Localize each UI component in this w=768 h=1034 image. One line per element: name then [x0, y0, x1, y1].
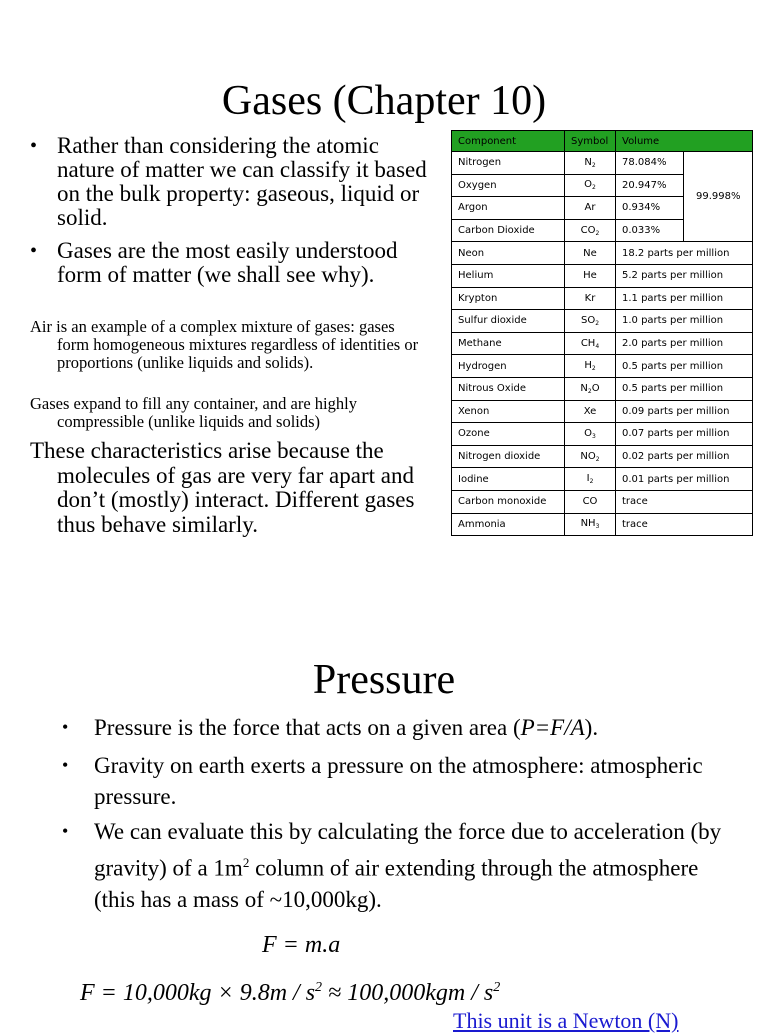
header-component: Component — [452, 131, 565, 152]
volume-cell: 0.934% — [616, 197, 684, 220]
table-header-row — [452, 131, 753, 152]
component-cell: Ammonia — [452, 513, 565, 536]
bullet-marker: • — [62, 821, 69, 841]
header-volume: Volume — [616, 131, 753, 152]
paragraph-air-mixture: Air is an example of a complex mixture of gases: gases form homogeneous mixtures regardless of identities or proportions (unlike liquids and solids). — [30, 317, 419, 372]
bullet-gravity — [62, 750, 722, 812]
component-cell: Oxygen — [452, 174, 565, 197]
equation-force-value: $F = 10,000kg \times 9.8m / s^2 \approx 100,000kgm / s^2$ — [80, 980, 501, 1006]
component-cell: Ozone — [452, 423, 565, 446]
symbol-cell: $CO_2$ — [565, 219, 616, 242]
component-cell: Neon — [452, 242, 565, 265]
symbol-cell: $H_2$ — [565, 355, 616, 378]
component-cell: Argon — [452, 197, 565, 220]
volume-cell: 20.947% — [616, 174, 684, 197]
component-cell: Hydrogen — [452, 355, 565, 378]
bullet-bulk-property — [30, 134, 430, 230]
equation-force: F = m.a — [262, 932, 341, 958]
table-row — [452, 152, 753, 175]
symbol-cell: Ne — [565, 242, 616, 265]
bullet-marker: • — [62, 755, 69, 775]
table-row — [452, 445, 753, 468]
component-cell: Iodine — [452, 468, 565, 491]
volume-cell: 1.1 parts per million — [616, 287, 753, 310]
page-title: Gases (Chapter 10) — [221, 78, 547, 124]
volume-cell: trace — [616, 490, 753, 513]
paragraph-gases-expand: Gases expand to fill any container, and are highly compressible (unlike liquids and solids) — [30, 394, 357, 431]
bullet-text: We can evaluate this by calculating the force due to acceleration (by gravity) of a $1m^2$ column of air extending through the atmosphere (this has a mass of ~10,000kg). — [94, 819, 722, 912]
bullet-easily-understood — [30, 239, 430, 287]
component-cell: Nitrous Oxide — [452, 377, 565, 400]
symbol-cell: Xe — [565, 400, 616, 423]
volume-cell: 0.02 parts per million — [616, 445, 753, 468]
air-composition-table — [451, 130, 753, 536]
newton-unit-note[interactable]: This unit is a Newton (N) — [453, 1008, 679, 1033]
component-cell: Carbon Dioxide — [452, 219, 565, 242]
volume-cell: 0.5 parts per million — [616, 377, 753, 400]
table-row — [452, 355, 753, 378]
component-cell: Helium — [452, 264, 565, 287]
symbol-cell: $NO_2$ — [565, 445, 616, 468]
bullet-force-evaluation — [62, 816, 722, 915]
pressure-formula: P=F/A — [520, 715, 585, 740]
table-row — [452, 332, 753, 355]
volume-cell: 18.2 parts per million — [616, 242, 753, 265]
volume-cell: trace — [616, 513, 753, 536]
component-cell: Nitrogen dioxide — [452, 445, 565, 468]
bullet-text: Pressure is the force that acts on a given area (P=F/A). — [94, 715, 599, 740]
table-row — [452, 513, 753, 536]
component-cell: Methane — [452, 332, 565, 355]
table-row — [452, 310, 753, 333]
component-cell: Krypton — [452, 287, 565, 310]
symbol-cell: Kr — [565, 287, 616, 310]
volume-cell: 5.2 parts per million — [616, 264, 753, 287]
table-row — [452, 468, 753, 491]
volume-cell: 0.5 parts per million — [616, 355, 753, 378]
symbol-cell: He — [565, 264, 616, 287]
header-symbol: Symbol — [565, 131, 616, 152]
paragraph-characteristics: These characteristics arise because the molecules of gas are very far apart and don’t (mostly) interact. Different gases thus behave similarly. — [30, 438, 415, 537]
volume-cell: 0.01 parts per million — [616, 468, 753, 491]
table-row — [452, 423, 753, 446]
volume-cell: 1.0 parts per million — [616, 310, 753, 333]
symbol-cell: $CH_4$ — [565, 332, 616, 355]
symbol-cell: $N_2O$ — [565, 377, 616, 400]
table-row — [452, 377, 753, 400]
symbol-cell: $NH_3$ — [565, 513, 616, 536]
symbol-cell: Ar — [565, 197, 616, 220]
component-cell: Sulfur dioxide — [452, 310, 565, 333]
section-title: Pressure — [312, 657, 456, 703]
component-cell: Xenon — [452, 400, 565, 423]
symbol-cell: $I_2$ — [565, 468, 616, 491]
component-cell: Carbon monoxide — [452, 490, 565, 513]
bullet-pressure-definition — [62, 712, 722, 743]
bullet-marker: • — [30, 135, 38, 157]
volume-cell: 2.0 parts per million — [616, 332, 753, 355]
bullet-text: Gravity on earth exerts a pressure on the atmosphere: atmospheric pressure. — [94, 753, 703, 809]
symbol-cell: $SO_2$ — [565, 310, 616, 333]
volume-cell: 0.033% — [616, 219, 684, 242]
volume-cell: 78.084% — [616, 152, 684, 175]
table-row — [452, 400, 753, 423]
bullet-text: Gases are the most easily understood form of matter (we shall see why). — [57, 238, 398, 287]
symbol-cell: $O_2$ — [565, 174, 616, 197]
bullet-marker: • — [30, 240, 38, 262]
symbol-cell: $N_2$ — [565, 152, 616, 175]
table-row — [452, 490, 753, 513]
table-row — [452, 287, 753, 310]
table-row — [452, 264, 753, 287]
bullet-marker: • — [62, 717, 69, 737]
volume-cell: 0.07 parts per million — [616, 423, 753, 446]
symbol-cell: CO — [565, 490, 616, 513]
total-volume-cell: 99.998% — [684, 152, 753, 242]
bullet-text: Rather than considering the atomic nature of matter we can classify it based on the bulk property: gaseous, liquid or solid. — [57, 133, 427, 230]
table-row — [452, 242, 753, 265]
symbol-cell: $O_3$ — [565, 423, 616, 446]
volume-cell: 0.09 parts per million — [616, 400, 753, 423]
component-cell: Nitrogen — [452, 152, 565, 175]
